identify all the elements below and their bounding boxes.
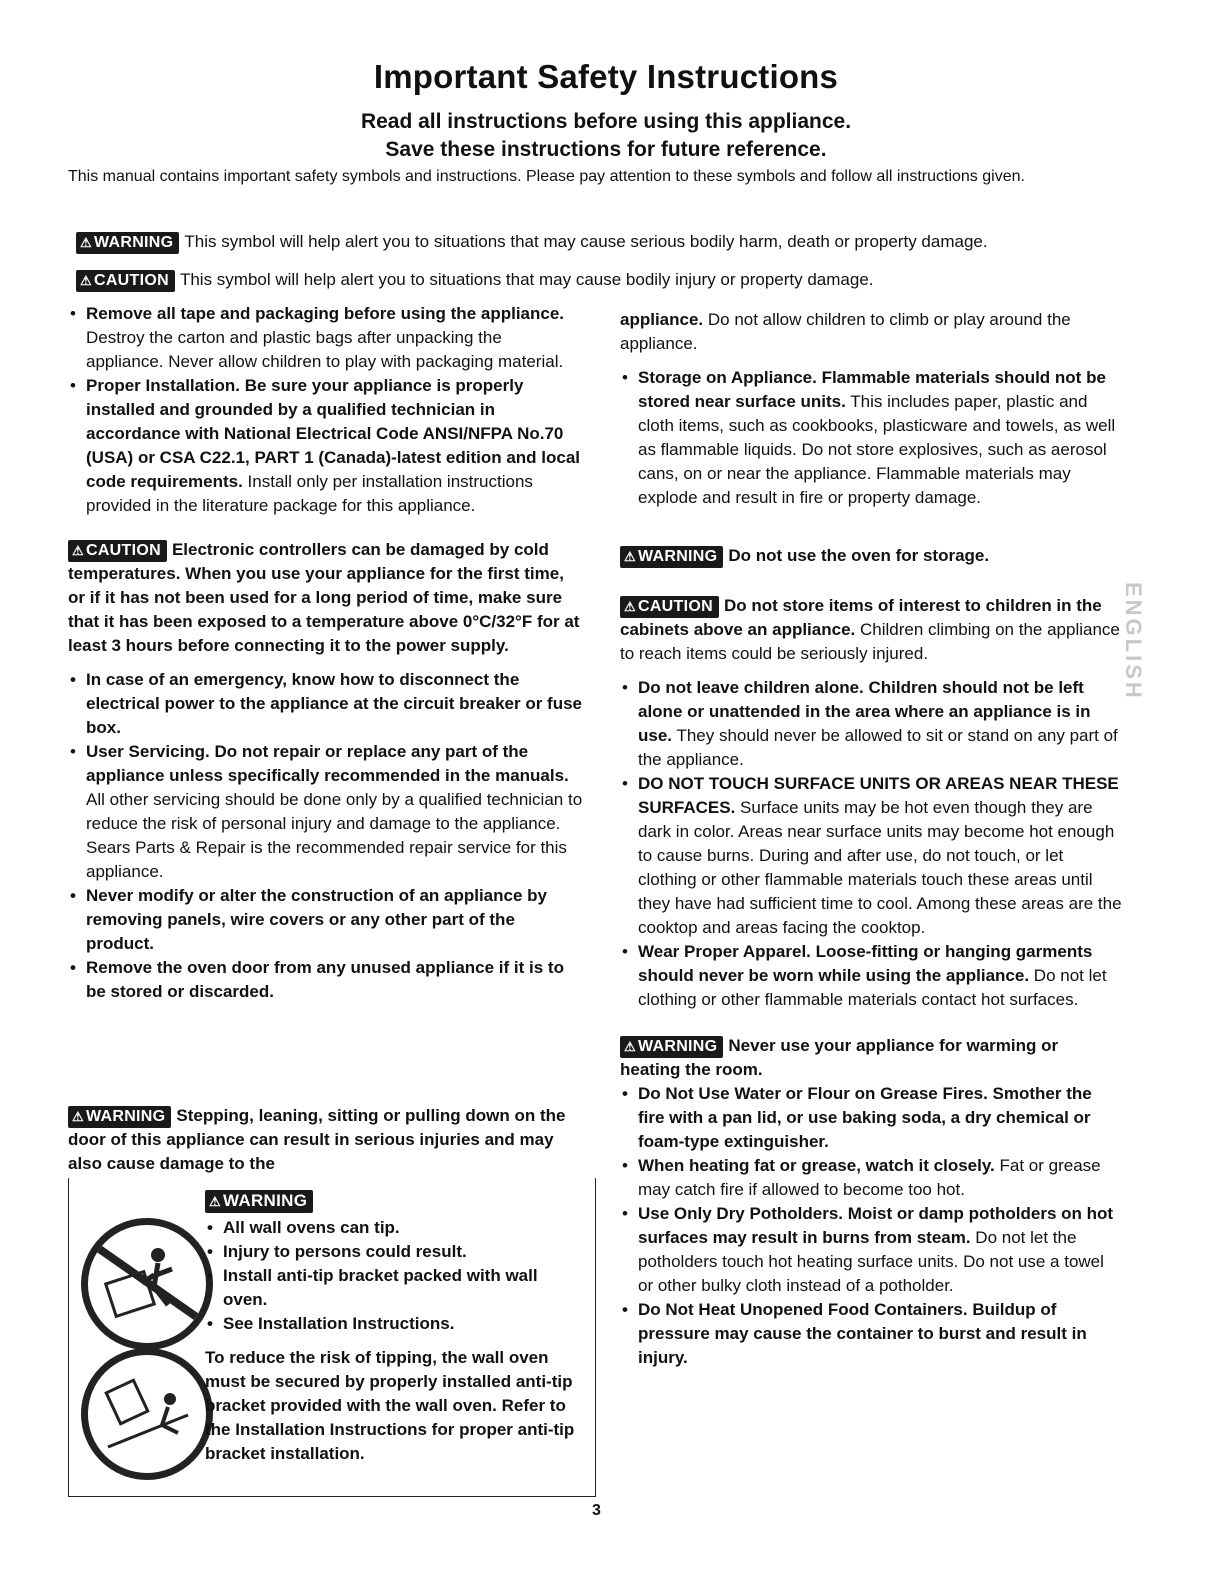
list-item: • Do Not Heat Unopened Food Containers. Buildup of pressure may cause the container to burst and result in injury. [620, 1298, 1122, 1370]
warning-heating-room: ⚠ WARNING Never use your appliance for warming or heating the room. [620, 1036, 1059, 1079]
anti-tip-warning-box [68, 1178, 596, 1497]
box-list [205, 1216, 585, 1336]
alert-triangle-icon: ⚠ [624, 548, 636, 564]
alert-triangle-icon: ⚠ [209, 1194, 221, 1209]
oven-tipping-icon [81, 1348, 213, 1480]
list-item: • Do Not Use Water or Flour on Grease Fires. Smother the fire with a pan lid, or use baking soda, a dry chemical or foam-type extinguisher. [620, 1082, 1122, 1154]
warning-badge: ⚠ WARNING [68, 1106, 171, 1128]
list-item: • Wear Proper Apparel. Loose-fitting or hanging garments should never be worn while using the appliance. Do not let clothing or other flammable materials contact hot surfaces. [620, 940, 1122, 1012]
list-item: • In case of an emergency, know how to disconnect the electrical power to the appliance at the circuit breaker or fuse box. [68, 668, 584, 740]
list-item: • When heating fat or grease, watch it closely. Fat or grease may catch fire if allowed to become too hot. [620, 1154, 1122, 1202]
alert-triangle-icon: ⚠ [72, 542, 84, 558]
alert-triangle-icon: ⚠ [624, 598, 636, 614]
language-side-tab: ENGLISH [1121, 582, 1146, 701]
warning-stepping: ⚠ WARNING Stepping, leaning, sitting or pulling down on the door of this appliance can result in serious injuries and may also cause damage to the [68, 1106, 566, 1173]
list-item: • Install anti-tip bracket packed with wall oven. [205, 1264, 585, 1312]
list-item: • Proper Installation. Be sure your appliance is properly installed and grounded by a qualified technician in accordance with National Electrical Code ANSI/NFPA No.70 (USA) or CSA C22.1, PART 1 (Canada)-latest edition and local code requirements. Install only per installation instructions provided in the literature package for this appliance. [68, 374, 584, 518]
warning-symbol-line: ⚠ WARNING This symbol will help alert you to situations that may cause serious bodily harm, death or property damage. [76, 230, 988, 254]
list-item: • Never modify or alter the construction of an appliance by removing panels, wire covers or any other part of the product. [68, 884, 584, 956]
list-item: • Do not leave children alone. Children should not be left alone or unattended in the area where an appliance is in use. They should never be allowed to sit or stand on any part of the appliance. [620, 676, 1122, 772]
caution-cabinets: ⚠ CAUTION Do not store items of interest to children in the cabinets above an appliance. Children climbing on the appliance to reach items could be seriously injured. [620, 596, 1120, 663]
continued-paragraph: appliance. Do not allow children to climb or play around the appliance. [620, 310, 1071, 353]
list-item: • DO NOT TOUCH SURFACE UNITS OR AREAS NEAR THESE SURFACES. Surface units may be hot even though they are dark in color. Areas near surface units may become hot enough to cause burns. During and after use, do not touch, or let clothing or other flammable materials touch these areas until they have had sufficient time to cool. Among these areas are the cooktop and areas facing the cooktop. [620, 772, 1122, 940]
list-item: • User Servicing. Do not repair or replace any part of the appliance unless specifically recommended in the manuals. All other servicing should be done only by a qualified technician to reduce the risk of personal injury and damage to the appliance. Sears Parts & Repair is the recommended repair service for this appliance. [68, 740, 584, 884]
page-title: Important Safety Instructions [373, 58, 839, 95]
caution-symbol-line: ⚠ CAUTION This symbol will help alert you to situations that may cause bodily injury or property damage. [76, 268, 874, 292]
right-column [620, 308, 1122, 1370]
list-item: • Use Only Dry Potholders. Moist or damp potholders on hot surfaces may result in burns from steam. Do not let the potholders touch hot heating surface units. Do not use a towel or other bulky cloth instead of a potholder. [620, 1202, 1122, 1298]
no-climbing-icon [81, 1218, 213, 1350]
alert-triangle-icon: ⚠ [80, 234, 92, 250]
subtitle-save: Save these instructions for future reference. [385, 138, 827, 161]
warning-badge: ⚠ WARNING [620, 1036, 723, 1058]
alert-triangle-icon: ⚠ [624, 1038, 636, 1054]
list-item: • Remove all tape and packaging before using the appliance. Destroy the carton and plastic bags after unpacking the appliance. Never allow children to play with packaging material. [68, 302, 584, 374]
left-column [68, 302, 584, 1004]
intro-paragraph: This manual contains important safety symbols and instructions. Please pay attention to these symbols and follow all instructions given. [68, 168, 1025, 185]
list-item: • Remove the oven door from any unused appliance if it is to be stored or discarded. [68, 956, 584, 1004]
page-number: 3 [592, 1502, 601, 1519]
warning-badge: ⚠ WARNING [620, 546, 723, 568]
list-item: • Injury to persons could result. [205, 1240, 585, 1264]
warning-storage: ⚠ WARNING Do not use the oven for storage. [620, 544, 1122, 568]
subtitle-read: Read all instructions before using this appliance. [360, 110, 852, 133]
box-paragraph: To reduce the risk of tipping, the wall oven must be secured by properly installed anti-tip bracket provided with the wall oven. Refer to the Installation Instructions for proper anti-tip bracket installation. [205, 1348, 575, 1463]
warning-badge: ⚠ WARNING [76, 232, 179, 254]
list-item: • Storage on Appliance. Flammable materials should not be stored near surface units. This includes paper, plastic and cloth items, such as cookbooks, plasticware and towels, as well as flammable liquids. Do not store explosives, such as aerosol cans, on or near the appliance. Flammable materials may explode and result in fire or property damage. [620, 366, 1122, 510]
warning-badge: ⚠ WARNING [205, 1190, 313, 1213]
alert-triangle-icon: ⚠ [72, 1108, 84, 1124]
list-item: • All wall ovens can tip. [205, 1216, 585, 1240]
box-warning-badge-wrap [205, 1190, 318, 1213]
caution-badge: ⚠ CAUTION [620, 596, 719, 618]
alert-triangle-icon: ⚠ [80, 272, 92, 288]
caution-electronic-controllers: ⚠ CAUTION Electronic controllers can be damaged by cold temperatures. When you use your appliance for the first time, or if it has not been used for a long period of time, make sure that it has been exposed to a temperature above 0°C/32°F for at least 3 hours before connecting it to the power supply. [68, 540, 580, 655]
list-item: • See Installation Instructions. [205, 1312, 585, 1336]
caution-badge: ⚠ CAUTION [68, 540, 167, 562]
caution-badge: ⚠ CAUTION [76, 270, 175, 292]
